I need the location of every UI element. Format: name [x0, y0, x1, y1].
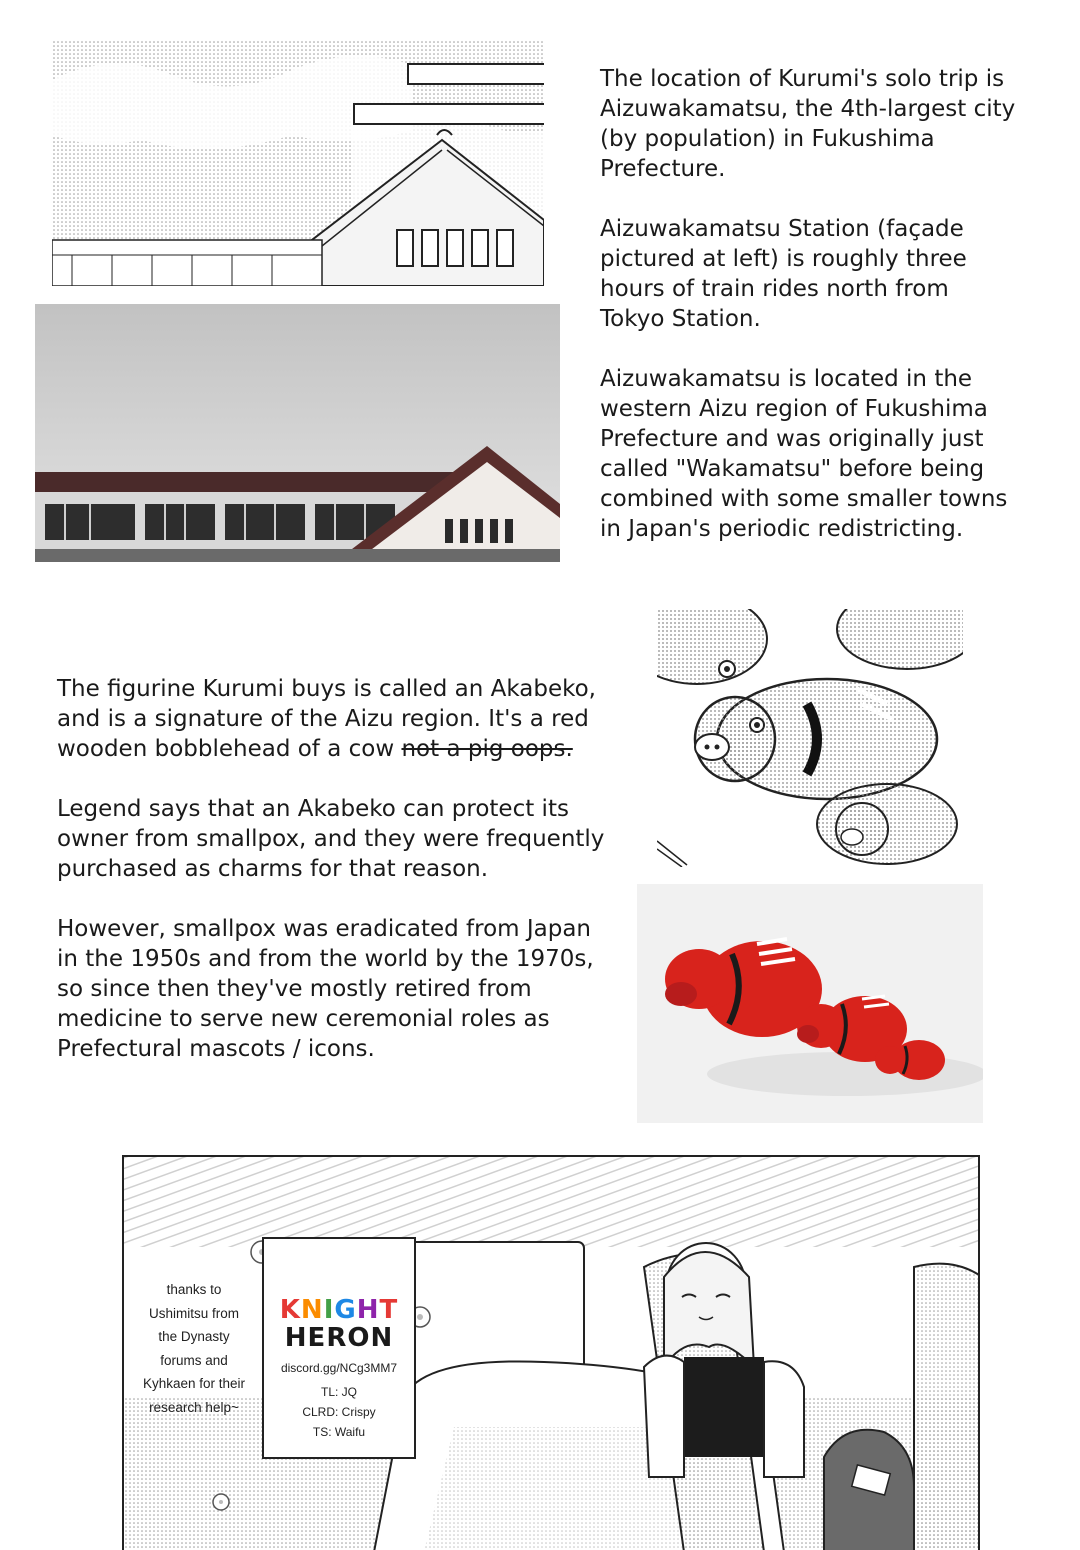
akabeko-paragraph-1-main: The figurine Kurumi buys is called an Akabeko, and is a signature of the Aizu region. It's a red wooden bobblehead of a cow: [57, 676, 596, 762]
manga-station-panel: [52, 40, 544, 286]
akabeko-photo: [637, 884, 983, 1123]
train-scene-panel: [122, 1155, 980, 1550]
station-photo-drawing: [35, 304, 560, 562]
akabeko-paragraph-2: Legend says that an Akabeko can protect its owner from smallpox, and they were frequently purchased as charms for that reason.: [57, 796, 605, 882]
discord-link[interactable]: discord.gg/NCg3MM7: [280, 1361, 398, 1375]
logo-letter-t: T: [379, 1295, 399, 1325]
logo-letter-k: K: [279, 1295, 301, 1325]
logo-letter-n: N: [300, 1295, 324, 1325]
logo-letter-i: I: [323, 1295, 335, 1325]
akabeko-photo-drawing: [637, 884, 983, 1123]
aizu-paragraph-2: Aizuwakamatsu Station (façade pictured at left) is roughly three hours of train rides north from Tokyo Station.: [600, 216, 967, 332]
credit-ts: TS: Waifu: [312, 1425, 366, 1439]
akabeko-drawing: [657, 609, 963, 867]
akabeko-struck-text: not a pig oops.: [401, 736, 573, 762]
credits-card: [262, 1237, 416, 1459]
aizu-paragraph-1: The location of Kurumi's solo trip is Aizuwakamatsu, the 4th-largest city (by population) in Fukushima Prefecture.: [600, 66, 1016, 182]
logo-heron: HERON: [284, 1323, 394, 1353]
train-scene-drawing: [124, 1157, 980, 1550]
logo-letter-h: H: [356, 1295, 380, 1325]
station-photo: [35, 304, 560, 562]
credit-tl: TL: JQ: [320, 1385, 357, 1399]
akabeko-paragraph-3: However, smallpox was eradicated from Japan in the 1950s and from the world by the 1970s, so since then they've mostly retired from medicine to serve new ceremonial roles as Prefectural mascots / icons.: [57, 916, 594, 1062]
credit-clrd: CLRD: Crispy: [302, 1405, 376, 1419]
akabeko-paragraph-1: [57, 674, 617, 764]
station-drawing: [52, 40, 544, 286]
logo-letter-g: G: [334, 1295, 357, 1325]
manga-akabeko-panel: [657, 609, 963, 867]
thanks-credit: thanks to Ushimitsu from the Dynasty forums and Kyhkaen for their research help~: [142, 1282, 246, 1415]
aizu-paragraph-3: Aizuwakamatsu is located in the western Aizu region of Fukushima Prefecture and was originally just called "Wakamatsu" before being combined with some smaller towns in Japan's periodic redistricting.: [600, 366, 1008, 542]
logo-knight: [264, 1295, 414, 1325]
